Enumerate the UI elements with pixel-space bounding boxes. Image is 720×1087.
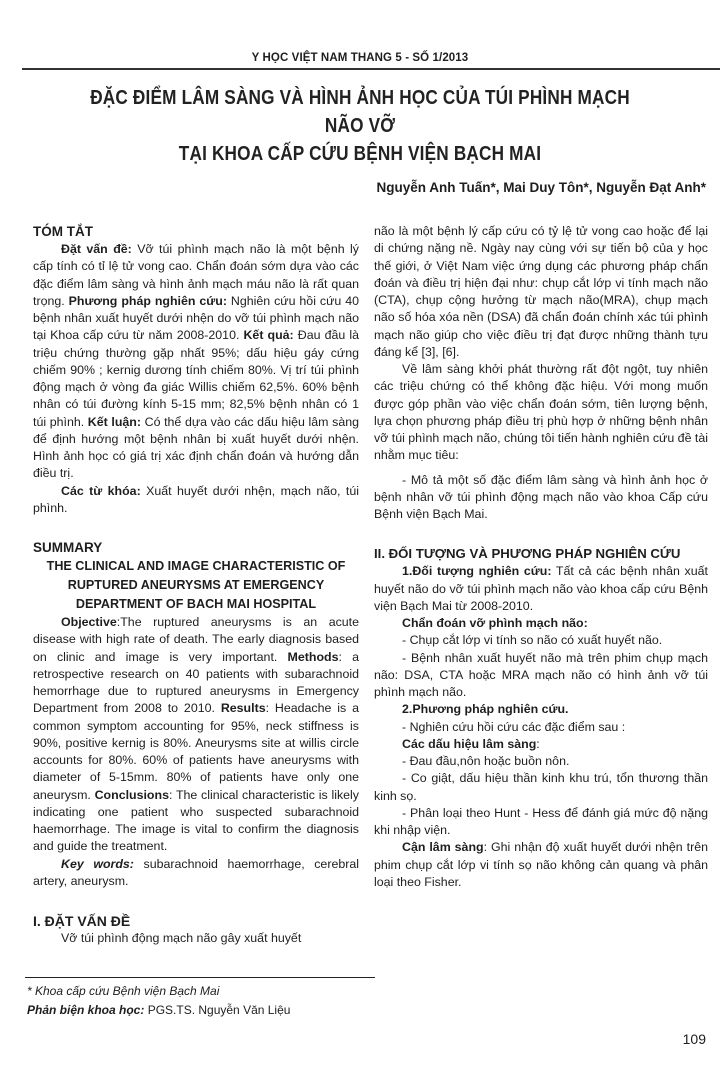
label: Cận lâm sàng — [402, 840, 484, 855]
article-title — [85, 84, 635, 168]
summary — [33, 539, 359, 890]
summary-title-line: THE CLINICAL AND IMAGE CHARACTERISTIC OF — [46, 559, 346, 573]
abstract-vi-keywords — [33, 483, 359, 518]
summary-body — [33, 614, 359, 856]
text: : Ghi nhận độ xuất huyết dưới nhện trên phim chụp cắt lớp vi tính sọ não không cản quang và phân loại theo Fisher. — [374, 840, 708, 889]
label: Chẩn đoán vỡ phình mạch não: — [402, 616, 588, 630]
summary-title — [33, 557, 359, 614]
footnote-affiliation: * Khoa cấp cứu Bệnh viện Bạch Mai — [27, 984, 220, 999]
text: Có thể dựa vào các dấu hiệu lâm sàng để định hướng một bệnh nhân bị xuất huyết dưới nhện. Hình ảnh học có giá trị xác định chẩn đoán và hướng dẫn điều trị. — [33, 414, 359, 481]
label: 2.Phương pháp nghiên cứu. — [402, 702, 569, 717]
methods-heading — [374, 701, 708, 718]
diagnosis-heading — [374, 615, 708, 632]
text: : a retrospective research on 40 patients with subarachnoid hemorrhage due to ruptured aneurysms in Emergency Department from 2008 to 2010. — [33, 649, 359, 716]
label: Phương pháp nghiên cứu: — [68, 293, 227, 308]
label: Kết quả: — [243, 328, 294, 343]
section-1-heading: I. ĐẶT VẤN ĐỀ — [33, 913, 131, 929]
list-item: - Chụp cắt lớp vi tính so não có xuất huyết não. — [402, 633, 663, 648]
footnote-reviewer — [27, 1001, 720, 1020]
text: : The clinical characteristic is likely indicating one patient who suspected subarachnoid haemorrhage. The image is vital to confirm the diagnosis and guide the treatment. — [33, 787, 359, 854]
two-column-body — [0, 223, 720, 947]
text: subarachnoid haemorrhage, cerebral artery, aneurysm. — [33, 856, 359, 888]
summary-heading: SUMMARY — [33, 540, 103, 555]
text: Tất cả các bệnh nhân xuất huyết não do vỡ túi phình mạch não vào khoa cấp cứu Bệnh viện Bạch Mai từ 2008-2010. — [374, 564, 708, 613]
summary-title-line: RUPTURED ANEURYSMS AT EMERGENCY — [67, 578, 325, 592]
label: Results — [220, 701, 266, 716]
label: Objective — [61, 615, 117, 629]
study-subjects — [374, 563, 708, 615]
section-2 — [374, 545, 708, 891]
section-1-p2: Về lâm sàng khởi phát thường rất đột ngột, tuy nhiên các triệu chứng có thể không đặc hiệu. Với mong muốn được góp phần vào việc chẩn đoán sớm, tiên lượng bệnh, lựa chọn phương pháp điều trị phù hợp ở những bệnh nhân vỡ túi phình mạch não, chúng tôi tiến hành nghiên cứu đề tài nhằm mục tiêu: — [374, 362, 708, 463]
section-1-p1-start: Vỡ túi phình động mạch não gây xuất huyết — [61, 931, 302, 945]
summary-title-line: DEPARTMENT OF BACH MAI HOSPITAL — [75, 597, 317, 611]
section-1-objective: - Mô tả một số đặc điểm lâm sàng và hình ảnh học ở bệnh nhân vỡ túi phình động mạch não vào khoa Cấp cứu Bệnh viện Bạch Mai. — [374, 472, 708, 521]
paraclinical — [374, 839, 708, 891]
header-rule — [22, 68, 720, 70]
label: Các từ khóa: — [61, 483, 141, 498]
text: Xuất huyết dưới nhện, mạch não, túi phình. — [33, 483, 359, 515]
label: Phản biện khoa học: — [27, 1003, 145, 1018]
abstract-vi-body — [33, 241, 359, 483]
text: Vỡ túi phình mạch não là một bệnh lý cấp tính có tỉ lệ tử vong cao. Chẩn đoán sớm dựa vào các đặc điểm lâm sàng và hình ảnh mạch máu não là rất quan trọng. — [33, 242, 359, 308]
label: Đặt vấn đề: — [61, 242, 132, 256]
page-number: 109 — [682, 1031, 706, 1048]
right-column — [374, 223, 708, 891]
label: 1.Đối tượng nghiên cứu: — [402, 564, 552, 579]
list-item: - Co giật, dấu hiệu thần kinh khu trú, tổn thương thần kinh sọ. — [374, 771, 708, 803]
abstract-vi-heading: TÓM TẮT — [33, 224, 93, 239]
footnotes — [0, 977, 720, 1020]
label: Methods — [287, 649, 339, 664]
list-item: - Bệnh nhân xuất huyết não mà trên phim chụp mạch não: DSA, CTA hoặc MRA mạch não có hình ảnh vỡ túi phình mạch não. — [374, 650, 708, 699]
section-1-cont — [374, 223, 708, 523]
abstract-vi — [33, 223, 359, 517]
title-line-2: TẠI KHOA CẤP CỨU BỆNH VIỆN BẠCH MAI — [178, 143, 542, 165]
authors: Nguyễn Anh Tuấn*, Mai Duy Tôn*, Nguyễn Đạt Anh* — [376, 180, 706, 195]
summary-keywords — [33, 856, 359, 891]
text: :The ruptured aneurysms is an acute disease with high rate of death. The early diagnosis based on clinic and image is very important. — [33, 615, 359, 664]
label: Các dấu hiệu lâm sàng — [402, 736, 537, 751]
label: Conclusions — [94, 787, 169, 802]
list-item: - Phân loại theo Hunt - Hess để đánh giá mức độ nặng khi nhập viện. — [374, 805, 708, 837]
section-1-start — [33, 912, 359, 947]
label: Kết luận: — [87, 414, 141, 429]
clinical-signs-heading: Các dấu hiệu lâm sàng: — [402, 736, 540, 751]
section-2-heading: II. ĐỐI TƯỢNG VÀ PHƯƠNG PHÁP NGHIÊN CỨU — [374, 546, 681, 562]
label: Key words: — [61, 856, 134, 871]
title-line-1: ĐẶC ĐIỂM LÂM SÀNG VÀ HÌNH ẢNH HỌC CỦA TÚI PHÌNH MẠCH NÃO VỠ — [90, 87, 630, 137]
journal-header: Y HỌC VIỆT NAM THANG 5 - SỐ 1/2013 — [251, 52, 469, 64]
text: Nghiên cứu hồi cứu 40 bệnh nhân xuất huyết dưới nhện do vỡ túi phình mạch não tại Khoa cấp cứu từ năm 2008-2010. — [33, 293, 359, 343]
list-item: - Nghiên cứu hồi cứu các đặc điểm sau : — [402, 719, 626, 734]
footnote-rule — [25, 977, 375, 978]
left-column — [33, 223, 359, 947]
section-1-p1-cont: não là một bệnh lý cấp cứu có tỷ lệ tử vong cao hoặc để lại di chứng nặng nề. Ngày nay cùng với sự tiến bộ của y học thế giới, ở Việt Nam việc ứng dụng các phương pháp chẩn đoán và điều trị hiện đại như: chụp cắt lớp vi tính mạch não (CTA), chụp cộng hưởng từ mạch não(MRA), chụp mạch não số hóa xóa nền (DSA) đã chẩn đoán chính xác túi phình mạch não giúp cho việc điều trị đạt được những thành tựu đáng kể [3], [6]. — [374, 224, 708, 359]
list-item: - Đau đầu,nôn hoặc buồn nôn. — [402, 754, 570, 768]
text: Đau đầu là triệu chứng thường gặp nhất 95%; dấu hiệu gáy cứng chiếm 90% ; kernig dương tính chiếm 80%. Vị trí túi phình động mạch ở vòng đa giác Willis chiếm 62,5%. 60% bệnh nhân có túi đường kính 5-15 mm; 82,5% bệnh nhân có 1 túi phình. — [33, 328, 359, 429]
text: PGS.TS. Nguyễn Văn Liệu — [144, 1003, 291, 1018]
text: : Headache is a common symptom accounting for 95%, neck stiffness is 90%, positive kernig is 80%. Aneurysms site at willis circle accounts for 80%. 60% of patients have aneurysms with diameter of 5-15mm. 80% of patients have only one aneurysm. — [33, 701, 359, 802]
